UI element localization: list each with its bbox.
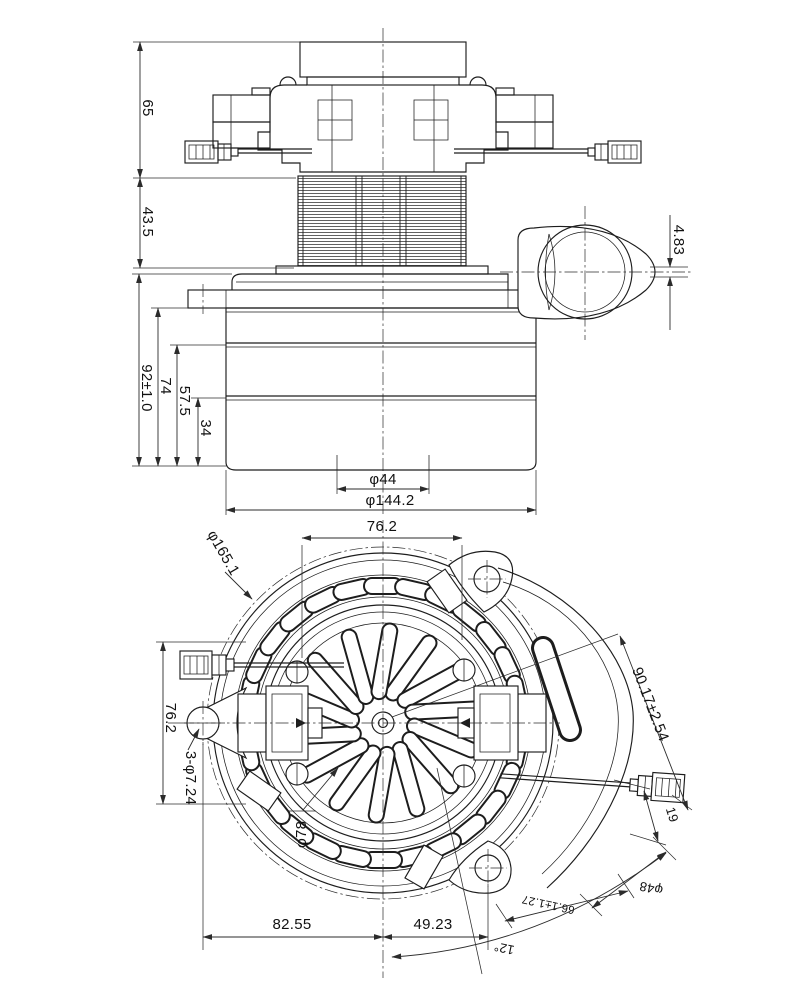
dim-total-height-label: 92±1.0 xyxy=(138,364,155,412)
dim-4-83 xyxy=(650,215,688,330)
dim-outlet-diameter-label: φ48 xyxy=(637,878,665,899)
dim-top-height-label: 65 xyxy=(139,99,156,117)
dim-outlet-distance-label: 66.1±1.27 xyxy=(520,892,576,916)
brush-tower-right-step xyxy=(496,88,514,95)
dim-phi48 xyxy=(580,837,676,916)
brush-tower-left-step xyxy=(252,88,270,95)
side-view xyxy=(132,28,692,515)
dim-fan-diameter-label: φ78 xyxy=(293,820,310,848)
dim-mid-height-label: 57.5 xyxy=(176,385,193,417)
dim-lead-length-label: 90.17±2.54 xyxy=(628,664,673,744)
dim-body-diameter-label: φ144.2 xyxy=(365,492,415,509)
dim-92 xyxy=(132,274,232,466)
dim-top-width-label: 76.2 xyxy=(366,518,398,535)
dim-34 xyxy=(191,398,226,466)
dim-lead-width-label: 19 xyxy=(662,805,682,825)
eyelet-right xyxy=(470,77,486,85)
plan-lead-terminal-right xyxy=(499,762,685,803)
dim-49-23 xyxy=(383,884,488,950)
dim-left-span-label: 82.55 xyxy=(272,916,312,933)
dim-outer-diameter-label: φ165.1 xyxy=(203,527,243,579)
dim-mount-holes xyxy=(182,729,199,805)
dim-outlet-offset-label: 4.83 xyxy=(670,224,687,256)
brush-tower-left-upper xyxy=(213,95,270,122)
dim-hub-diameter-label: φ44 xyxy=(369,471,397,488)
bottom-view xyxy=(156,518,692,978)
lead-terminal-right xyxy=(454,141,641,163)
brush-tower-right-upper xyxy=(496,95,553,122)
eyelet-left xyxy=(280,77,296,85)
dim-outlet-angle-label: 12° xyxy=(492,938,516,958)
winding-stack xyxy=(298,176,466,266)
dim-right-span-label: 49.23 xyxy=(413,916,453,933)
fan-housing-body xyxy=(226,308,536,470)
dim-stack-height-label: 43.5 xyxy=(139,206,156,238)
brush-tower-right-lower xyxy=(496,122,553,148)
stack-base-plate xyxy=(276,266,488,274)
exhaust-horn xyxy=(500,206,692,340)
dim-phi165-1 xyxy=(204,528,252,600)
dim-left-width-label: 76.2 xyxy=(162,702,179,734)
dim-lower-height-label: 34 xyxy=(197,419,214,437)
dim-66-1 xyxy=(496,874,634,928)
lead-terminal-left xyxy=(185,141,312,163)
mount-flange xyxy=(188,290,538,308)
dim-case-height-label: 74 xyxy=(157,377,174,395)
dim-43-5 xyxy=(133,178,294,268)
dim-mount-holes-label: 3-φ7.24 xyxy=(182,750,199,806)
dim-65 xyxy=(133,42,300,178)
